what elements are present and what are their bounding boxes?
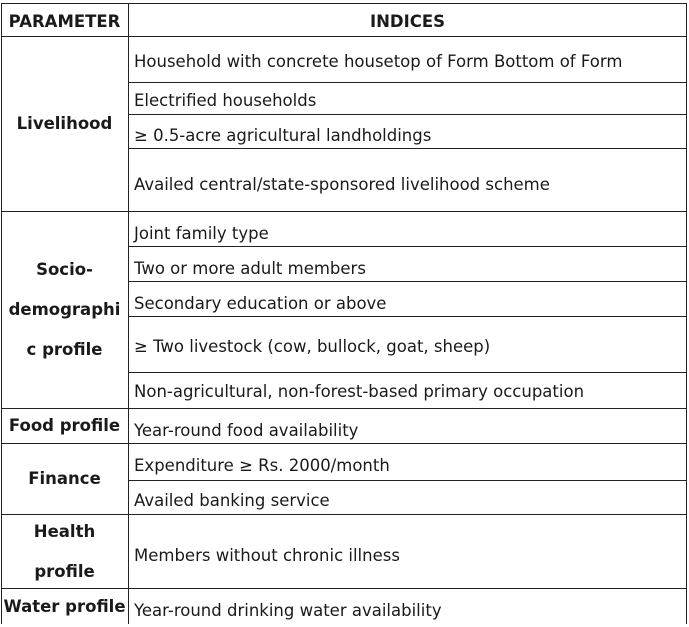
row-divider: [128, 114, 687, 115]
header-parameter: PARAMETER: [8, 12, 121, 31]
parameter-finance: Finance: [28, 469, 101, 488]
parameter-livelihood: Livelihood: [16, 114, 113, 133]
index-occupation: Non-agricultural, non-forest-based primary occupation: [134, 382, 585, 401]
index-expenditure: Expenditure ≥ Rs. 2000/month: [134, 456, 390, 475]
index-banking-service: Availed banking service: [134, 491, 330, 510]
index-livestock: ≥ Two livestock (cow, bullock, goat, sheep): [134, 337, 491, 356]
index-electrified: Electrified households: [134, 91, 317, 110]
index-joint-family: Joint family type: [134, 224, 269, 243]
row-divider: [128, 82, 687, 83]
index-livelihood-scheme: Availed central/state-sponsored livelihood scheme: [134, 175, 550, 194]
index-food-availability: Year-round food availability: [134, 421, 359, 440]
index-concrete-housetop: Household with concrete housetop of Form Bottom of Form: [134, 52, 623, 71]
row-divider: [128, 281, 687, 282]
row-divider: [128, 316, 687, 317]
parameter-food-profile: Food profile: [8, 416, 121, 435]
parameter-water-profile: Water profile: [3, 596, 126, 616]
index-secondary-education: Secondary education or above: [134, 294, 387, 313]
index-chronic-illness: Members without chronic illness: [134, 546, 400, 565]
row-divider: [128, 246, 687, 247]
index-adult-members: Two or more adult members: [134, 259, 366, 278]
header-indices: INDICES: [369, 12, 446, 31]
row-divider: [128, 372, 687, 373]
index-landholdings: ≥ 0.5-acre agricultural landholdings: [134, 126, 432, 145]
column-divider: [128, 3, 129, 624]
parameter-socio-demographic: Socio- demographi c profile: [8, 260, 121, 359]
index-drinking-water: Year-round drinking water availability: [134, 601, 442, 620]
parameter-health-profile: Health profile: [33, 521, 96, 581]
row-divider: [128, 148, 687, 149]
row-divider: [128, 480, 687, 481]
